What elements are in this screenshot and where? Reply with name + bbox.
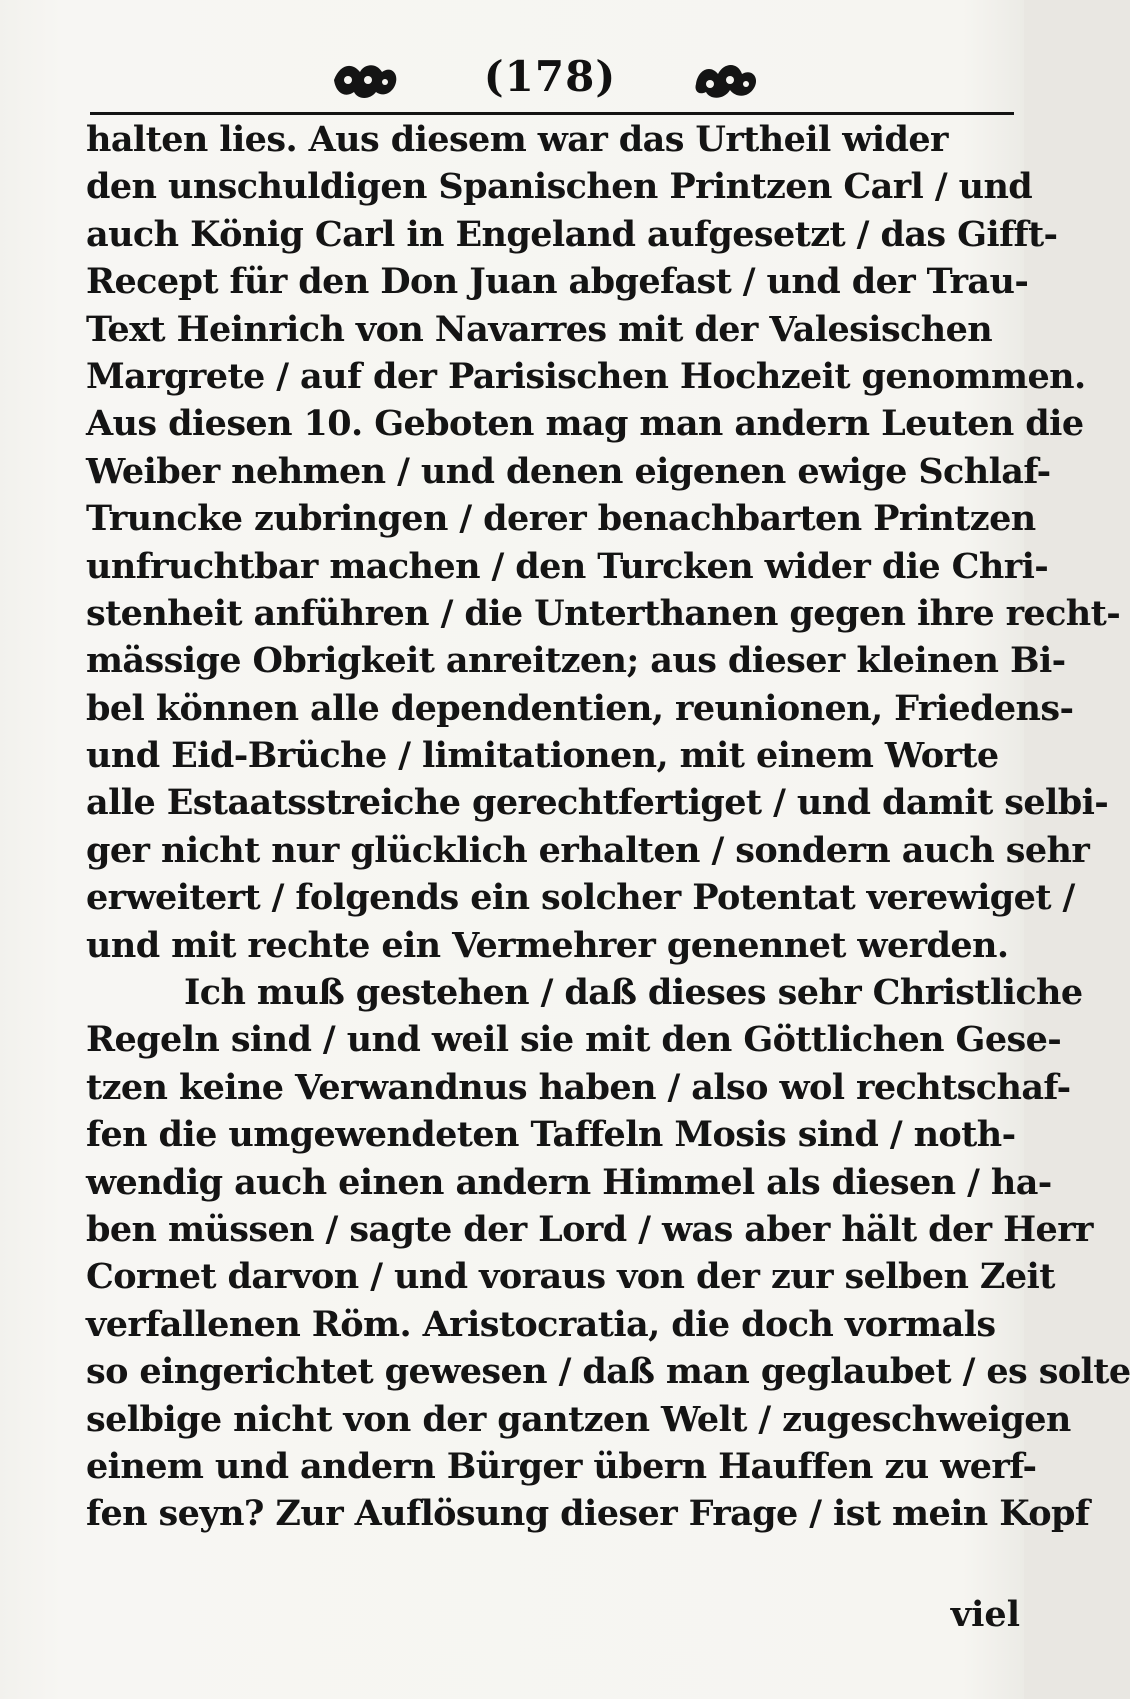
text-line: erweitert / folgends ein solcher Potentat verewiget / xyxy=(86,877,1075,919)
text-line: Regeln sind / und weil sie mit den Göttlichen Gese- xyxy=(86,1019,1062,1061)
text-line: alle Estaatsstreiche gerechtfertiget / und damit selbi- xyxy=(86,782,1109,824)
catchword: viel xyxy=(950,1594,1020,1635)
header-rule xyxy=(90,112,1014,115)
text-line: mässige Obrigkeit anreitzen; aus dieser kleinen Bi- xyxy=(86,640,1066,682)
text-line: einem und andern Bürger übern Hauffen zu werf- xyxy=(86,1445,1037,1487)
text-line: ben müssen / sagte der Lord / was aber hält der Herr xyxy=(86,1208,1093,1250)
text-line: halten lies. Aus diesem war das Urtheil wider xyxy=(86,119,948,160)
text-line: bel können alle dependentien, reunionen, Friedens- xyxy=(86,687,1074,729)
paragraph-start-line: Ich muß gestehen / daß dieses sehr Christliche xyxy=(184,972,1083,1014)
text-line: Cornet darvon / und voraus von der zur selben Zeit xyxy=(86,1256,1055,1298)
text-line: wendig auch einen andern Himmel als diesen / ha- xyxy=(86,1161,1052,1203)
body-text xyxy=(86,116,1130,1538)
right-ornament-icon xyxy=(690,58,760,102)
text-line: Margrete / auf der Parisischen Hochzeit genommen. xyxy=(86,355,1086,397)
text-line: Text Heinrich von Navarres mit der Valesischen xyxy=(86,308,993,350)
page-number: (178) xyxy=(483,52,617,101)
text-line: tzen keine Verwandnus haben / also wol rechtschaf- xyxy=(86,1066,1071,1108)
text-line: und Eid-Brüche / limitationen, mit einem Worte xyxy=(86,735,999,777)
text-line: selbige nicht von der gantzen Welt / zugeschweigen xyxy=(86,1398,1071,1440)
text-line: stenheit anführen / die Unterthanen gegen ihre recht- xyxy=(86,592,1121,634)
text-line: so eingerichtet gewesen / daß man geglaubet / es solte xyxy=(86,1351,1130,1393)
text-line: Recept für den Don Juan abgefast / und der Trau- xyxy=(86,261,1029,303)
left-ornament-icon xyxy=(330,58,400,102)
text-line: unfruchtbar machen / den Turcken wider die Chri- xyxy=(86,545,1049,587)
text-line: den unschuldigen Spanischen Printzen Carl / und xyxy=(86,166,1033,208)
text-line: und mit rechte ein Vermehrer genennet werden. xyxy=(86,924,1009,966)
text-line: verfallenen Röm. Aristocratia, die doch vormals xyxy=(86,1303,996,1345)
text-line: Truncke zubringen / derer benachbarten Printzen xyxy=(86,498,1036,540)
text-line: Weiber nehmen / und denen eigenen ewige Schlaf- xyxy=(86,450,1051,492)
text-line: Aus diesen 10. Geboten mag man andern Leuten die xyxy=(86,403,1084,445)
text-line: fen seyn? Zur Auflösung dieser Frage / ist mein Kopf xyxy=(86,1493,1090,1535)
text-line: fen die umgewendeten Taffeln Mosis sind / noth- xyxy=(86,1114,1016,1156)
text-line: auch König Carl in Engeland aufgesetzt / das Gifft- xyxy=(86,213,1058,255)
page-header xyxy=(330,50,770,110)
text-line: ger nicht nur glücklich erhalten / sondern auch sehr xyxy=(86,829,1090,871)
